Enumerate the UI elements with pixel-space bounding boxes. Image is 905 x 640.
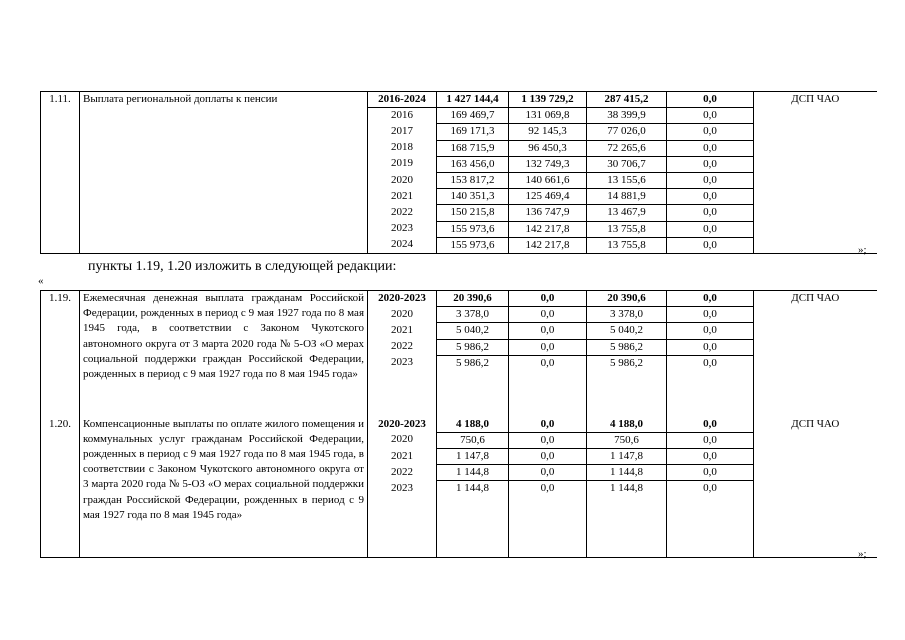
federal-cell: 142 217,8 xyxy=(509,221,587,237)
empty-cell xyxy=(437,497,509,512)
year-cell: 2020 xyxy=(391,433,413,446)
year-cell: 2018 xyxy=(391,141,413,154)
other-cell: 0,0 xyxy=(667,355,754,371)
year-cell: 2023 xyxy=(391,356,413,369)
other-cell: 0,0 xyxy=(667,221,754,237)
regional-cell: 1 144,8 xyxy=(587,481,667,497)
year-cell: 2021 xyxy=(391,323,413,336)
total-cell: 1 147,8 xyxy=(437,449,509,465)
empty-cell xyxy=(509,512,587,527)
empty-cell xyxy=(587,542,667,558)
executor-cell: ДСП ЧАО xyxy=(754,417,877,558)
year-cell: 2016-2024 xyxy=(368,92,437,108)
amendment-heading: пункты 1.19, 1.20 изложить в следующей редакции: xyxy=(88,259,397,274)
federal-cell: 1 139 729,2 xyxy=(509,92,587,108)
year-cell: 2023 xyxy=(391,222,413,235)
empty-cell xyxy=(667,386,754,401)
year-cell: 2020-2023 xyxy=(368,291,437,307)
total-cell: 153 817,2 xyxy=(437,173,509,189)
empty-cell xyxy=(509,371,587,386)
total-cell: 155 973,6 xyxy=(437,221,509,237)
federal-cell: 0,0 xyxy=(509,449,587,465)
close-mark: »; xyxy=(858,244,867,256)
regional-cell: 77 026,0 xyxy=(587,124,667,140)
regional-cell: 287 415,2 xyxy=(587,92,667,108)
year-cell: 2016 xyxy=(391,109,413,122)
executor-cell: ДСП ЧАО xyxy=(754,291,877,417)
other-cell: 0,0 xyxy=(667,205,754,221)
regional-cell: 750,6 xyxy=(587,432,667,448)
item-number: 1.11. xyxy=(41,92,80,254)
total-cell: 140 351,3 xyxy=(437,189,509,205)
total-cell: 1 427 144,4 xyxy=(437,92,509,108)
total-cell: 168 715,9 xyxy=(437,140,509,156)
other-cell: 0,0 xyxy=(667,323,754,339)
other-cell: 0,0 xyxy=(667,449,754,465)
other-cell: 0,0 xyxy=(667,140,754,156)
other-cell: 0,0 xyxy=(667,189,754,205)
empty-cell xyxy=(368,371,437,386)
table-body xyxy=(41,92,877,254)
empty-cell xyxy=(368,542,437,558)
empty-cell xyxy=(368,527,437,542)
empty-cell xyxy=(368,512,437,527)
empty-cell xyxy=(587,386,667,401)
empty-cell xyxy=(368,386,437,401)
empty-cell xyxy=(667,497,754,512)
year-cell: 2020-2023 xyxy=(378,417,426,430)
table-items-1-19-1-20 xyxy=(40,290,877,558)
regional-cell: 38 399,9 xyxy=(587,108,667,124)
other-cell: 0,0 xyxy=(667,291,754,307)
regional-cell: 5 986,2 xyxy=(587,355,667,371)
executor-cell: ДСП ЧАО xyxy=(754,92,877,254)
federal-cell: 0,0 xyxy=(509,481,587,497)
item-title: Ежемесячная денежная выплата гражданам Российской Федерации, рожденных в период с 9 мая 1927 года по 8 мая 1945 года, в соответствии с Законом Чукотского автономного округа от 3 марта 2020 года № 5-ОЗ «О мерах социальной поддержки граждан Российской Федерации, рожденных в период с 9 мая 1927 года по 8 мая 1945 года» xyxy=(80,291,368,417)
other-cell: 0,0 xyxy=(667,124,754,140)
year-cell: 2022 xyxy=(391,340,413,353)
other-cell: 0,0 xyxy=(667,156,754,172)
regional-cell: 1 147,8 xyxy=(587,449,667,465)
empty-cell xyxy=(667,542,754,558)
federal-cell: 0,0 xyxy=(509,355,587,371)
federal-cell: 0,0 xyxy=(509,291,587,307)
empty-cell xyxy=(667,371,754,386)
regional-cell: 13 155,6 xyxy=(587,173,667,189)
federal-cell: 132 749,3 xyxy=(509,156,587,172)
federal-cell: 0,0 xyxy=(509,339,587,355)
regional-cell: 4 188,0 xyxy=(587,417,667,433)
total-cell: 155 973,6 xyxy=(437,237,509,253)
empty-cell xyxy=(368,497,437,512)
table-row xyxy=(41,291,877,307)
regional-cell: 30 706,7 xyxy=(587,156,667,172)
total-cell: 20 390,6 xyxy=(437,291,509,307)
total-cell: 150 215,8 xyxy=(437,205,509,221)
other-cell: 0,0 xyxy=(667,417,754,433)
regional-cell: 72 265,6 xyxy=(587,140,667,156)
close-mark: »; xyxy=(858,548,867,560)
year-cell: 2021 xyxy=(391,449,413,462)
total-cell: 5 986,2 xyxy=(437,339,509,355)
federal-cell: 142 217,8 xyxy=(509,237,587,253)
regional-cell: 5 040,2 xyxy=(587,323,667,339)
year-cell: 2022 xyxy=(391,205,413,218)
regional-cell: 13 755,8 xyxy=(587,221,667,237)
year-cell: 2020 xyxy=(391,173,413,186)
regional-cell: 1 144,8 xyxy=(587,465,667,481)
other-cell: 0,0 xyxy=(667,465,754,481)
empty-cell xyxy=(587,401,667,416)
table-row xyxy=(41,417,877,433)
total-cell: 163 456,0 xyxy=(437,156,509,172)
federal-cell: 0,0 xyxy=(509,465,587,481)
open-quote: « xyxy=(38,275,44,287)
other-cell: 0,0 xyxy=(667,108,754,124)
empty-cell xyxy=(667,527,754,542)
regional-cell: 14 881,9 xyxy=(587,189,667,205)
total-cell: 5 040,2 xyxy=(437,323,509,339)
federal-cell: 0,0 xyxy=(509,307,587,323)
year-cell: 2023 xyxy=(391,481,413,494)
empty-cell xyxy=(437,371,509,386)
federal-cell: 131 069,8 xyxy=(509,108,587,124)
year-cell: 2021 xyxy=(391,189,413,202)
other-cell: 0,0 xyxy=(667,92,754,108)
item-title: Компенсационные выплаты по оплате жилого помещения и коммунальных услуг гражданам Российской Федерации, рожденных в период с 9 мая 1927 года по 8 мая 1945 года, в соответствии с Законом Чукотского автономного округа от 3 марта 2020 года № 5-ОЗ «О мерах социальной поддержки граждан Российской Федерации, рожденных в период с 9 мая 1927 года по 8 мая 1945 года» xyxy=(80,417,368,558)
empty-cell xyxy=(587,371,667,386)
empty-cell xyxy=(437,386,509,401)
empty-cell xyxy=(509,497,587,512)
table-item-1-11 xyxy=(40,91,877,254)
empty-cell xyxy=(509,401,587,416)
other-cell: 0,0 xyxy=(667,481,754,497)
federal-cell: 140 661,6 xyxy=(509,173,587,189)
year-cell: 2024 xyxy=(368,237,437,253)
empty-cell xyxy=(587,497,667,512)
total-cell: 169 171,3 xyxy=(437,124,509,140)
empty-cell xyxy=(509,386,587,401)
empty-cell xyxy=(587,527,667,542)
year-cell: 2017 xyxy=(391,124,413,137)
total-cell: 1 144,8 xyxy=(437,465,509,481)
year-cell: 2020 xyxy=(391,307,413,320)
regional-cell: 13 755,8 xyxy=(587,237,667,253)
other-cell: 0,0 xyxy=(667,432,754,448)
total-cell: 4 188,0 xyxy=(437,417,509,433)
empty-cell xyxy=(437,527,509,542)
regional-cell: 20 390,6 xyxy=(587,291,667,307)
total-cell: 169 469,7 xyxy=(437,108,509,124)
table-row xyxy=(41,92,877,108)
regional-cell: 5 986,2 xyxy=(587,339,667,355)
empty-cell xyxy=(368,401,437,416)
empty-cell xyxy=(437,512,509,527)
regional-cell: 13 467,9 xyxy=(587,205,667,221)
year-cell: 2022 xyxy=(391,465,413,478)
empty-cell xyxy=(667,512,754,527)
federal-cell: 0,0 xyxy=(509,417,587,433)
federal-cell: 136 747,9 xyxy=(509,205,587,221)
federal-cell: 96 450,3 xyxy=(509,140,587,156)
federal-cell: 0,0 xyxy=(509,323,587,339)
empty-cell xyxy=(509,527,587,542)
table-body xyxy=(41,291,877,558)
total-cell: 750,6 xyxy=(437,432,509,448)
empty-cell xyxy=(587,512,667,527)
regional-cell: 3 378,0 xyxy=(587,307,667,323)
other-cell: 0,0 xyxy=(667,307,754,323)
other-cell: 0,0 xyxy=(667,173,754,189)
total-cell: 3 378,0 xyxy=(437,307,509,323)
federal-cell: 92 145,3 xyxy=(509,124,587,140)
other-cell: 0,0 xyxy=(667,237,754,253)
empty-cell xyxy=(667,401,754,416)
total-cell: 1 144,8 xyxy=(437,481,509,497)
federal-cell: 0,0 xyxy=(509,432,587,448)
empty-cell xyxy=(437,542,509,558)
empty-cell xyxy=(437,401,509,416)
item-number: 1.19. xyxy=(41,291,80,417)
total-cell: 5 986,2 xyxy=(437,355,509,371)
empty-cell xyxy=(509,542,587,558)
item-number: 1.20. xyxy=(41,417,80,558)
year-cell: 2019 xyxy=(391,157,413,170)
federal-cell: 125 469,4 xyxy=(509,189,587,205)
item-title: Выплата региональной доплаты к пенсии xyxy=(80,92,368,254)
other-cell: 0,0 xyxy=(667,339,754,355)
